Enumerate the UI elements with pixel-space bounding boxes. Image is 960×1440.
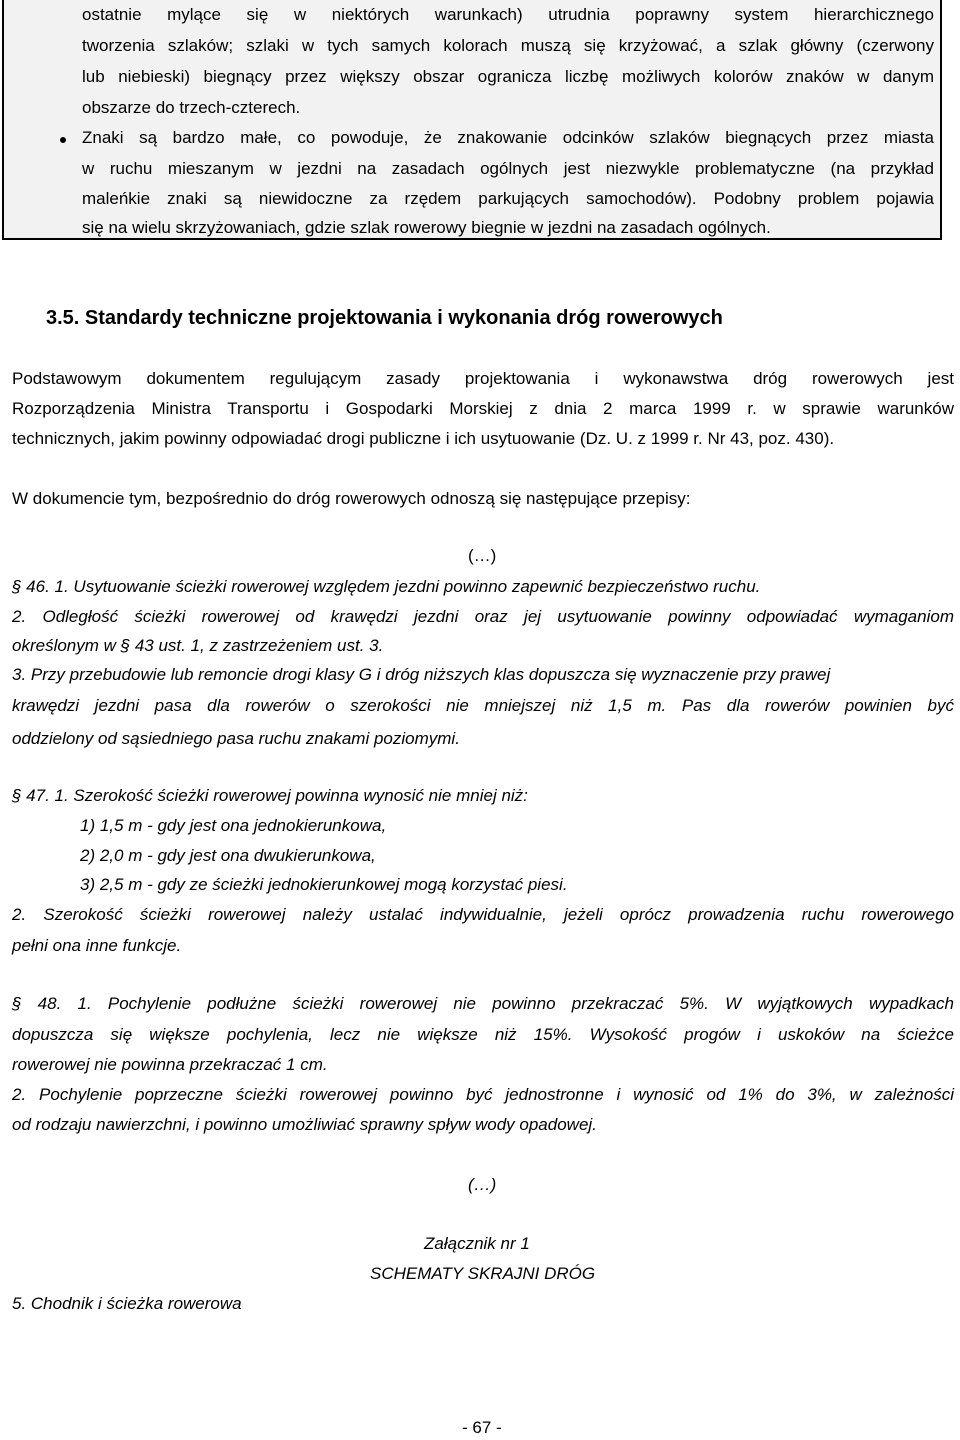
quote-line-48: od rodzaju nawierzchni, i powinno umożliwiać sprawny spływ wody opadowej. <box>12 1115 597 1134</box>
intro-line: W dokumencie tym, bezpośrednio do dróg rowerowych odnoszą się następujące przepisy: <box>12 489 691 508</box>
annex-title: Załącznik nr 1 <box>424 1234 530 1253</box>
quote-line-47: 1) 1,5 m - gdy jest ona jednokierunkowa, <box>80 816 387 835</box>
intro-line: Podstawowym dokumentem regulującym zasady projektowania i wykonawstwa dróg rowerowych jest <box>12 369 954 388</box>
bullet-icon <box>60 137 66 143</box>
quote-line-46: oddzielony od sąsiedniego pasa ruchu znakami poziomymi. <box>12 729 460 748</box>
box-line: lub niebieski) biegnący przez większy obszar ogranicza liczbę możliwych kolorów znaków w danym <box>82 67 934 86</box>
ellipsis-bottom: (…) <box>468 1175 497 1194</box>
annex-item: 5. Chodnik i ścieżka rowerowa <box>12 1294 242 1313</box>
quote-line-47: § 47. 1. Szerokość ścieżki rowerowej powinna wynosić nie mniej niż: <box>12 786 528 805</box>
quote-line-46: 3. Przy przebudowie lub remoncie drogi klasy G i dróg niższych klas dopuszcza się wyznaczenie przy prawej <box>12 665 831 684</box>
annex-subtitle: SCHEMATY SKRAJNI DRÓG <box>370 1264 596 1283</box>
intro-line: Rozporządzenia Ministra Transportu i Gospodarki Morskiej z dnia 2 marca 1999 r. w sprawie warunków <box>12 399 954 418</box>
quote-line-48: dopuszcza się większe pochylenia, lecz nie większe niż 15%. Wysokość progów i uskoków na ścieżce <box>12 1025 954 1044</box>
quote-line-47: pełni ona inne funkcje. <box>12 936 182 955</box>
ellipsis-top: (…) <box>468 546 497 565</box>
page-number: - 67 - <box>462 1418 502 1437</box>
box-line: w ruchu mieszanym w jezdni na zasadach ogólnych jest niezwykle problematyczne (na przykład <box>82 159 934 178</box>
quote-line-47: 3) 2,5 m - gdy ze ścieżki jednokierunkowej mogą korzystać piesi. <box>80 875 568 894</box>
box-line: maleńkie znaki są niewidoczne za rzędem parkujących samochodów). Podobny problem pojawia <box>82 189 934 208</box>
quote-line-47: 2) 2,0 m - gdy jest ona dwukierunkowa, <box>80 846 376 865</box>
box-line: się na wielu skrzyżowaniach, gdzie szlak rowerowy biegnie w jezdni na zasadach ogólnych. <box>82 218 771 237</box>
box-line: obszarze do trzech-czterech. <box>82 98 301 117</box>
box-line: Znaki są bardzo małe, co powoduje, że znakowanie odcinków szlaków biegnących przez miasta <box>82 128 934 147</box>
quote-line-46: krawędzi jezdni pasa dla rowerów o szerokości nie mniejszej niż 1,5 m. Pas dla rowerów powinien być <box>12 696 954 715</box>
quote-line-46: 2. Odległość ścieżki rowerowej od krawędzi jezdni oraz jej usytuowanie powinny odpowiadać wymaganiom <box>12 607 954 626</box>
box-line: tworzenia szlaków; szlaki w tych samych kolorach muszą się krzyżować, a szlak główny (czerwony <box>82 36 934 55</box>
section-heading: 3.5. Standardy techniczne projektowania i wykonania dróg rowerowych <box>46 307 723 329</box>
quote-line-46: § 46. 1. Usytuowanie ścieżki rowerowej względem jezdni powinno zapewnić bezpieczeństwo ruchu. <box>12 577 761 596</box>
quote-line-47: 2. Szerokość ścieżki rowerowej należy ustalać indywidualnie, jeżeli oprócz prowadzenia ruchu rowerowego <box>12 905 954 924</box>
quote-line-48: 2. Pochylenie poprzeczne ścieżki rowerowej powinno być jednostronne i wynosić od 1% do 3%, w zależności <box>12 1085 954 1104</box>
quote-line-46: określonym w § 43 ust. 1, z zastrzeżeniem ust. 3. <box>12 636 384 655</box>
quote-line-48: rowerowej nie powinna przekraczać 1 cm. <box>12 1055 328 1074</box>
intro-line: technicznych, jakim powinny odpowiadać drogi publiczne i ich usytuowanie (Dz. U. z 1999 r. Nr 43, poz. 430). <box>12 429 835 448</box>
quote-line-48: § 48. 1. Pochylenie podłużne ścieżki rowerowej nie powinno przekraczać 5%. W wyjątkowych wypadkach <box>12 994 954 1013</box>
box-line: ostatnie mylące się w niektórych warunkach) utrudnia poprawny system hierarchicznego <box>82 5 934 24</box>
